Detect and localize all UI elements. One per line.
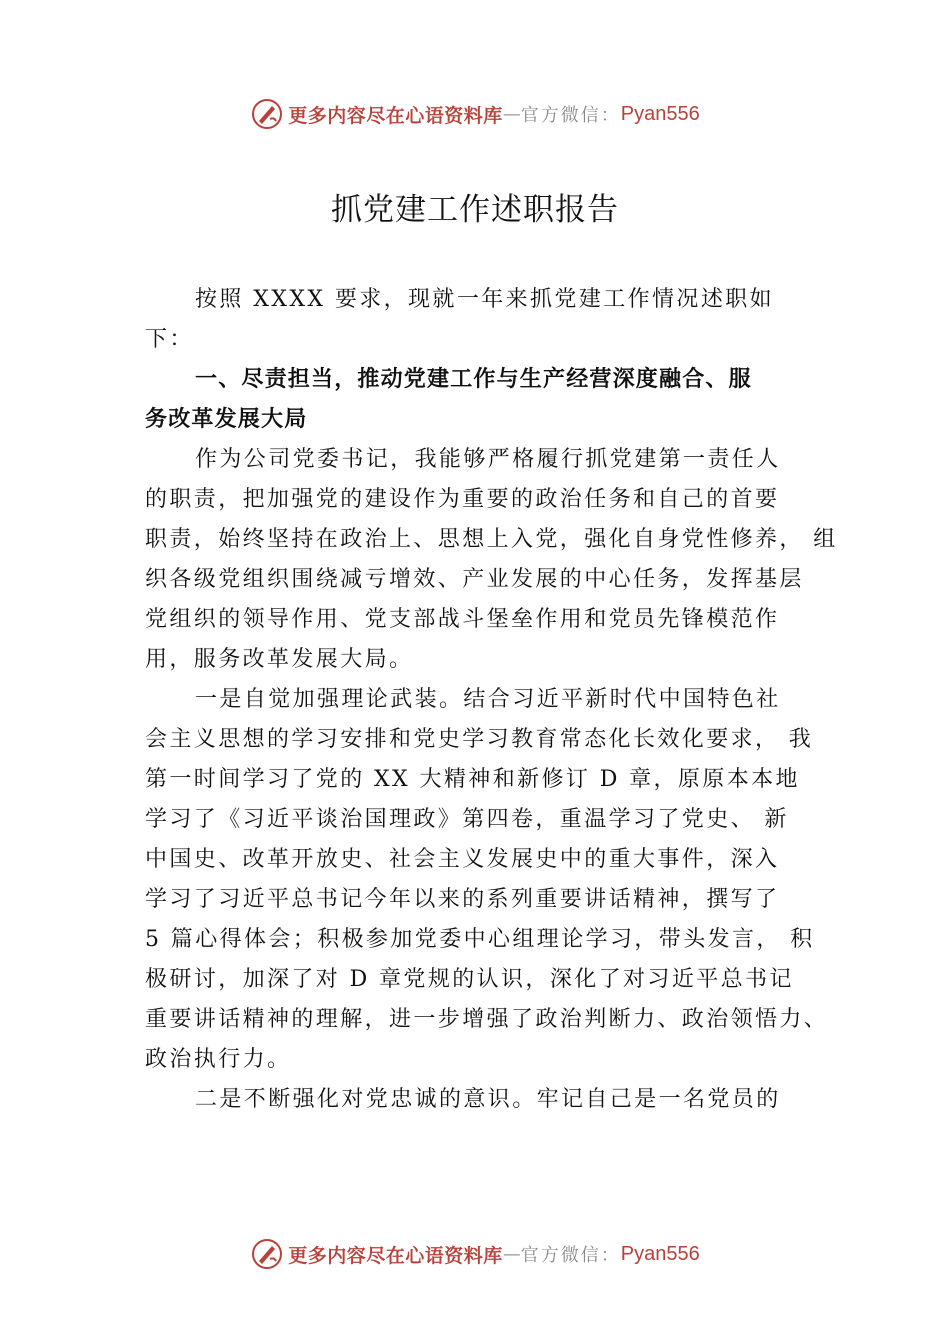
text-line: 的职责，把加强党的建设作为重要的政治任务和自己的首要 [145,487,780,512]
text-line: 按照 XXXX 要求，现就一年来抓党建工作情况述职如 [195,287,775,312]
footer-banner [0,1234,950,1274]
text-line: 作为公司党委书记，我能够严格履行抓党建第一责任人 [195,447,781,472]
banner-wechat-id: Pyan556 [620,1242,700,1265]
text-line: 第一时间学习了党的 XX 大精神和新修订 D 章，原原本本地 [145,767,800,792]
text-line: 二是不断强化对党忠诚的意识。牢记自己是一名党员的 [195,1087,781,1112]
text-line: 中国史、改革开放史、社会主义发展史中的重大事件，深入 [145,847,780,872]
banner-brand: 更多内容尽在心语资料库 [288,104,503,127]
text-line: 职责，始终坚持在政治上、思想上入党，强化自身党性修养， 组 [145,527,838,552]
banner-wechat-label: 官方微信： [520,105,621,126]
brand-logo-icon [250,1237,284,1271]
text-line: 政治执行力。 [145,1047,292,1072]
text-line: 学习了习近平总书记今年以来的系列重要讲话精神，撰写了 [145,887,780,912]
section-heading: 务改革发展大局 [145,407,308,432]
header-banner [0,94,950,134]
banner-separator: — [502,1243,521,1265]
text-line: 党组织的领导作用、党支部战斗堡垒作用和党员先锋模范作 [145,607,780,632]
banner-separator: — [502,103,521,125]
section-heading: 一、尽责担当，推动党建工作与生产经营深度融合、服 [195,367,752,392]
text-line: 织各级党组织围绕减亏增效、产业发展的中心任务，发挥基层 [145,567,804,592]
text-line: 用，服务改革发展大局。 [145,647,414,672]
text-line: 重要讲话精神的理解，进一步增强了政治判断力、政治领悟力、 [145,1007,829,1032]
banner-brand: 更多内容尽在心语资料库 [288,1244,503,1267]
text-line: 下： [145,327,194,352]
document-title: 抓党建工作述职报告 [331,192,619,228]
document-body [145,280,838,1120]
text-line: 极研讨，加深了对 D 章党规的认识，深化了对习近平总书记 [145,967,794,992]
text-line: 一是自觉加强理论武装。结合习近平新时代中国特色社 [195,687,781,712]
banner-wechat-label: 官方微信： [520,1245,621,1266]
banner-wechat-id: Pyan556 [620,102,700,125]
text-line: 5 篇心得体会；积极参加党委中心组理论学习，带头发言， 积 [145,927,815,952]
text-line: 学习了《习近平谈治国理政》第四卷，重温学习了党史、 新 [145,807,789,832]
text-line: 会主义思想的学习安排和党史学习教育常态化长效化要求， 我 [145,727,814,752]
brand-logo-icon [250,97,284,131]
